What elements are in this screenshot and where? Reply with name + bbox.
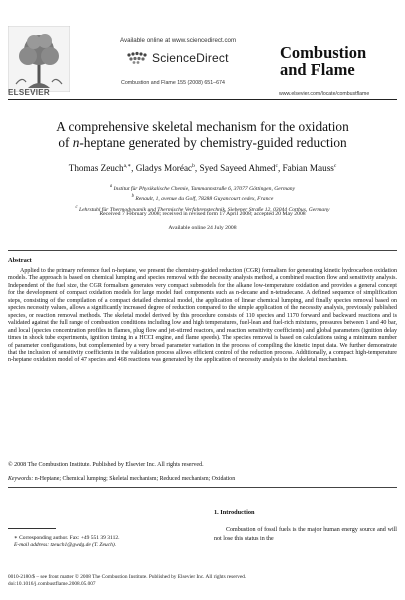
abstract-divider-top [8,250,397,251]
author-name[interactable]: Thomas Zeuch [68,163,124,174]
affiliation-list [10,183,395,214]
journal-title-line1: Combustion [280,43,367,62]
author-name[interactable]: Syed Sayeed Ahmed [199,163,276,174]
affiliation-item [10,183,395,193]
sciencedirect-brand[interactable] [126,51,229,65]
author-name[interactable]: Gladys Moréac [135,163,193,174]
author-affiliation-mark: b [192,163,195,169]
issn-copyright-line: 0010-2180/$ – see front matter © 2008 The Combustion Institute. Published by Elsevier Inc. All rights reserved. [8,574,247,580]
front-matter-meta [8,574,246,588]
author-name[interactable]: Fabian Mauss [282,163,334,174]
article-title-line1: A comprehensive skeletal mechanism for the oxidation [56,119,349,134]
author-affiliation-mark: a,∗ [123,163,132,169]
sciencedirect-dots-icon [126,51,148,65]
corresponding-author-footnote [14,535,119,549]
abstract-divider-bottom [8,487,397,488]
abstract-heading: Abstract [8,257,32,264]
abstract-copyright: © 2008 The Combustion Institute. Published by Elsevier Inc. All rights reserved. [8,462,204,468]
keywords-list: n-Heptane; Chemical lumping; Skeletal mechanism; Reduced mechanism; Oxidation [34,476,236,482]
keywords-label: Keywords: [8,476,34,482]
header-divider [8,99,397,100]
affiliation-text: Lehrstuhl für Thermodynamik und Thermische Verfahrenstechnik, Siebener Straße 12, 03044 Cottbus, Germany [78,206,330,213]
affiliation-mark: c [75,204,78,210]
article-history-dates: Received 7 February 2008; received in revised form 17 April 2008; accepted 20 May 2008 [99,211,306,217]
footnote-divider [8,528,56,529]
title-text-post: -heptane generated by chemistry-guided reduction [79,135,347,150]
abstract-body: Applied to the primary reference fuel n-heptane, we present the chemistry-guided reduction (CGR) formalism for generating kinetic hydrocarbon oxidation models. The approach is based on chemical lumping and species removal with the necessity analysis method, a combined reaction flow and sensitivity analysis. Independent of the fuel size, the CGR formalism generates very compact submodels for the alkane low-temperature oxidation and provides a general concept for the development of compact oxidation models for large model fuel components such as n-decane and n-tetradecane. A defined sequence of simplification steps, consisting of the compilation of a compact detailed chemical model, the application of linear chemical lumping, and finally species removal based on species necessity values, allows a significantly increased degree of reduction compared to the simple application of the necessity analysis, previously published species, or reaction removal methods. The skeletal model derived by this procedure consists of 110 species and 1170 forward and backward reactions and is validated against the full range of combustion conditions including low and high temperatures, fuel-lean and fuel-rich mixtures, pressures between 1 and 40 bar, and local (species concentration profiles in flames, plug flow and jet-stirred reactors, and reaction sensitivity coefficients) and global parameters (ignition delay times in shock tube experiments, ignition timing in a HCCI engine, and flame speeds). The species removal is based on calculations using a minimum number of parameter configurations, but complemented by a very broad parameter variation in the process of compiling the kinetic input data. We further demonstrate that the inclusion of sensitivity coefficients in the validation process allows efficient control of the reduction process. Additionally, a compact high-temperature n-heptane oxidation model of 47 species and 468 reactions was generated by the application of necessity analysis to the skeletal mechanism. [8,268,397,364]
available-online-link[interactable]: Available online at www.sciencedirect.com [120,37,237,44]
doi-link[interactable]: doi:10.1016/j.combustflame.2008.05.007 [8,580,96,587]
author-affiliation-mark: c [333,163,337,169]
elsevier-tree-logo [8,26,70,92]
article-title [20,119,385,151]
author-affiliation-mark: c [275,163,278,169]
author-list: Thomas Zeuch$^{a,∗}$, Gladys Moréac$^b$, Syed Sayeed Ahmed$^c$, Fabian Mauss$^c$ [68,163,337,174]
available-online-date: Available online 24 July 2008 [168,225,237,231]
title-text-pre: of [58,135,73,150]
footnote-email[interactable]: E-mail address: tzeuch1@gwdg.de (T. Zeuch). [14,541,117,548]
journal-title-line2: and Flame [280,60,355,79]
affiliation-mark: a [109,184,113,189]
journal-title [280,44,366,78]
affiliation-text: Renault, 1, avenue du Golf, 78288 Guyancourt cedex, France [135,196,274,203]
keywords-line [8,476,235,482]
publisher-name: ELSEVIER [8,88,50,97]
footnote-line1: ∗ Corresponding author. Fax: +49 551 39 3112. [14,535,120,541]
journal-url-link[interactable]: www.elsevier.com/locate/combustflame [279,91,370,97]
article-title-line2 [20,135,385,151]
journal-reference: Combustion and Flame 155 (2008) 651–674 [121,80,225,86]
introduction-paragraph: Combustion of fossil fuels is the major human energy source and will not lose this status in the [214,527,397,542]
section-heading-introduction: 1. Introduction [214,509,255,516]
affiliation-mark: b [131,194,134,200]
affiliation-text: Institut für Physikalische Chemie, Tammannstraße 6, 37077 Göttingen, Germany [113,185,296,192]
affiliation-item [10,193,395,203]
sciencedirect-name: ScienceDirect [152,51,229,65]
title-text-italic: n [72,135,80,150]
